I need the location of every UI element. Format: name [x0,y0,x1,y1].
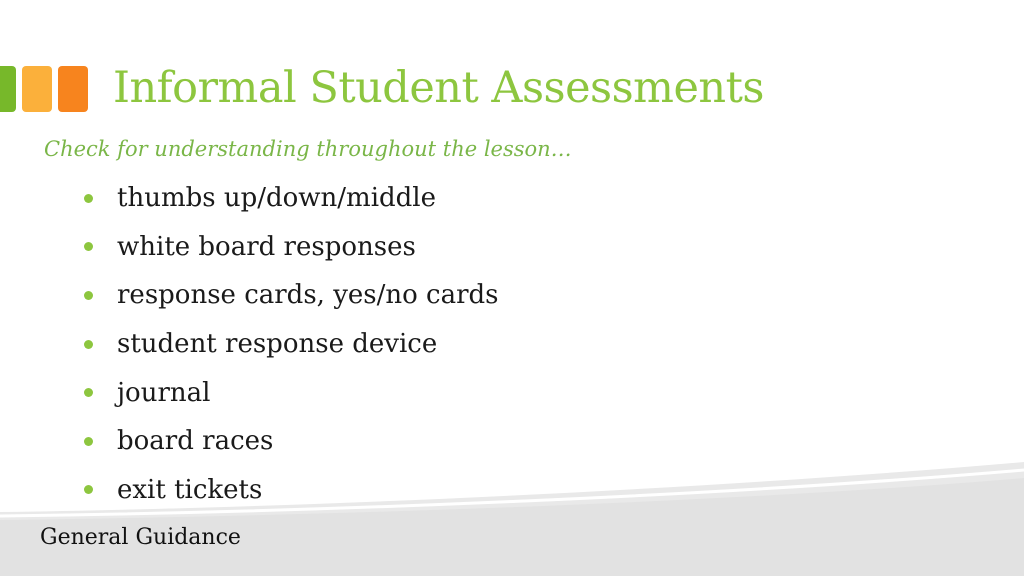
list-item-text: journal [117,377,211,408]
list-item-text: thumbs up/down/middle [117,183,437,214]
bullet-icon [84,242,93,251]
list-item [80,466,499,515]
bullet-icon [84,388,93,397]
list-item-text: white board responses [117,231,416,262]
bullet-list [80,174,499,514]
accent-block-yellow [22,66,52,112]
list-item [80,174,499,223]
bullet-icon [84,485,93,494]
list-item-text: response cards, yes/no cards [117,280,499,311]
bullet-icon [84,291,93,300]
bullet-icon [84,194,93,203]
list-item [80,417,499,466]
list-item [80,223,499,272]
list-item [80,368,499,417]
list-item-text: board races [117,426,274,457]
bullet-icon [84,340,93,349]
slide-subtitle: Check for understanding throughout the lesson… [44,137,572,161]
list-item-text: student response device [117,329,438,360]
list-item [80,320,499,369]
accent-block-green [0,66,16,112]
list-item-text: exit tickets [117,474,263,505]
accent-block-orange [58,66,88,112]
title-accent-blocks [0,66,88,112]
list-item [80,271,499,320]
bullet-icon [84,437,93,446]
footer-label: General Guidance [40,525,241,550]
slide-title: Informal Student Assessments [113,63,764,113]
